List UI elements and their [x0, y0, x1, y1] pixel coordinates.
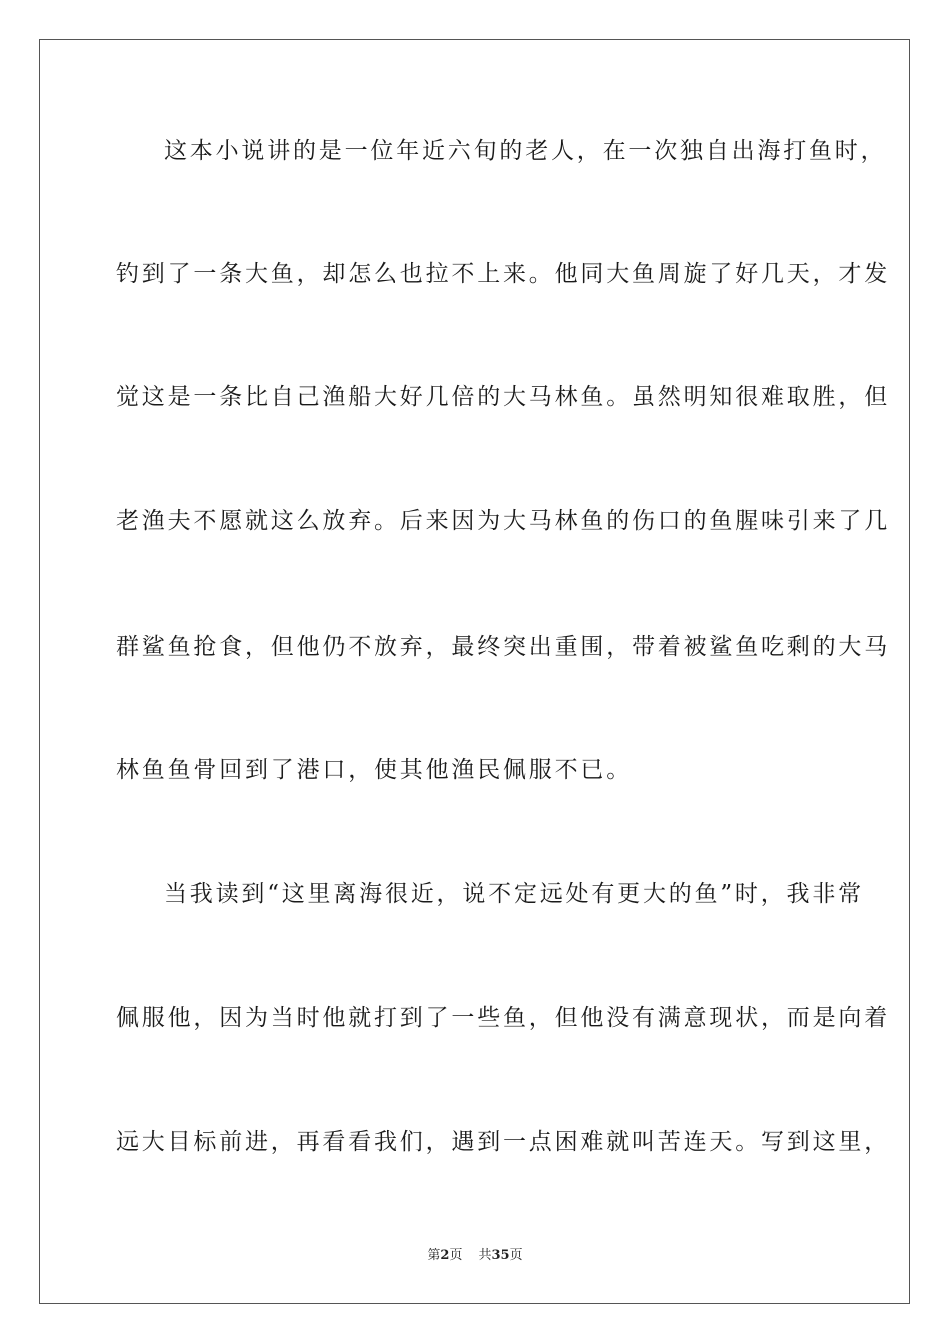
page-number: 2 — [440, 1248, 450, 1263]
paragraph-line: 林鱼鱼骨回到了港口，使其他渔民佩服不已。 — [116, 757, 632, 783]
paragraph-line: 老渔夫不愿就这么放弃。后来因为大马林鱼的伤口的鱼腥味引来了几 — [116, 508, 890, 534]
total-pages: 35 — [491, 1248, 510, 1263]
paragraph-line: 钓到了一条大鱼，却怎么也拉不上来。他同大鱼周旋了好几天，才发 — [116, 261, 890, 287]
paragraph-line: 佩服他，因为当时他就打到了一些鱼，但他没有满意现状，而是向着 — [116, 1005, 890, 1031]
total-suffix: 页 — [509, 1248, 523, 1263]
paragraph-line: 当我读到“这里离海很近，说不定远处有更大的鱼”时，我非常 — [164, 881, 864, 907]
page-footer — [0, 1247, 950, 1265]
page-border — [39, 39, 910, 1304]
page-prefix: 第 — [427, 1248, 441, 1263]
total-prefix: 共 — [478, 1248, 492, 1263]
paragraph-line: 这本小说讲的是一位年近六旬的老人，在一次独自出海打鱼时， — [164, 138, 887, 164]
paragraph-line: 远大目标前进，再看看我们，遇到一点困难就叫苦连天。写到这里， — [116, 1129, 890, 1155]
paragraph-line: 群鲨鱼抢食，但他仍不放弃，最终突出重围，带着被鲨鱼吃剩的大马 — [116, 634, 890, 660]
paragraph-line: 觉这是一条比自己渔船大好几倍的大马林鱼。虽然明知很难取胜，但 — [116, 384, 890, 410]
page-suffix: 页 — [449, 1248, 463, 1263]
